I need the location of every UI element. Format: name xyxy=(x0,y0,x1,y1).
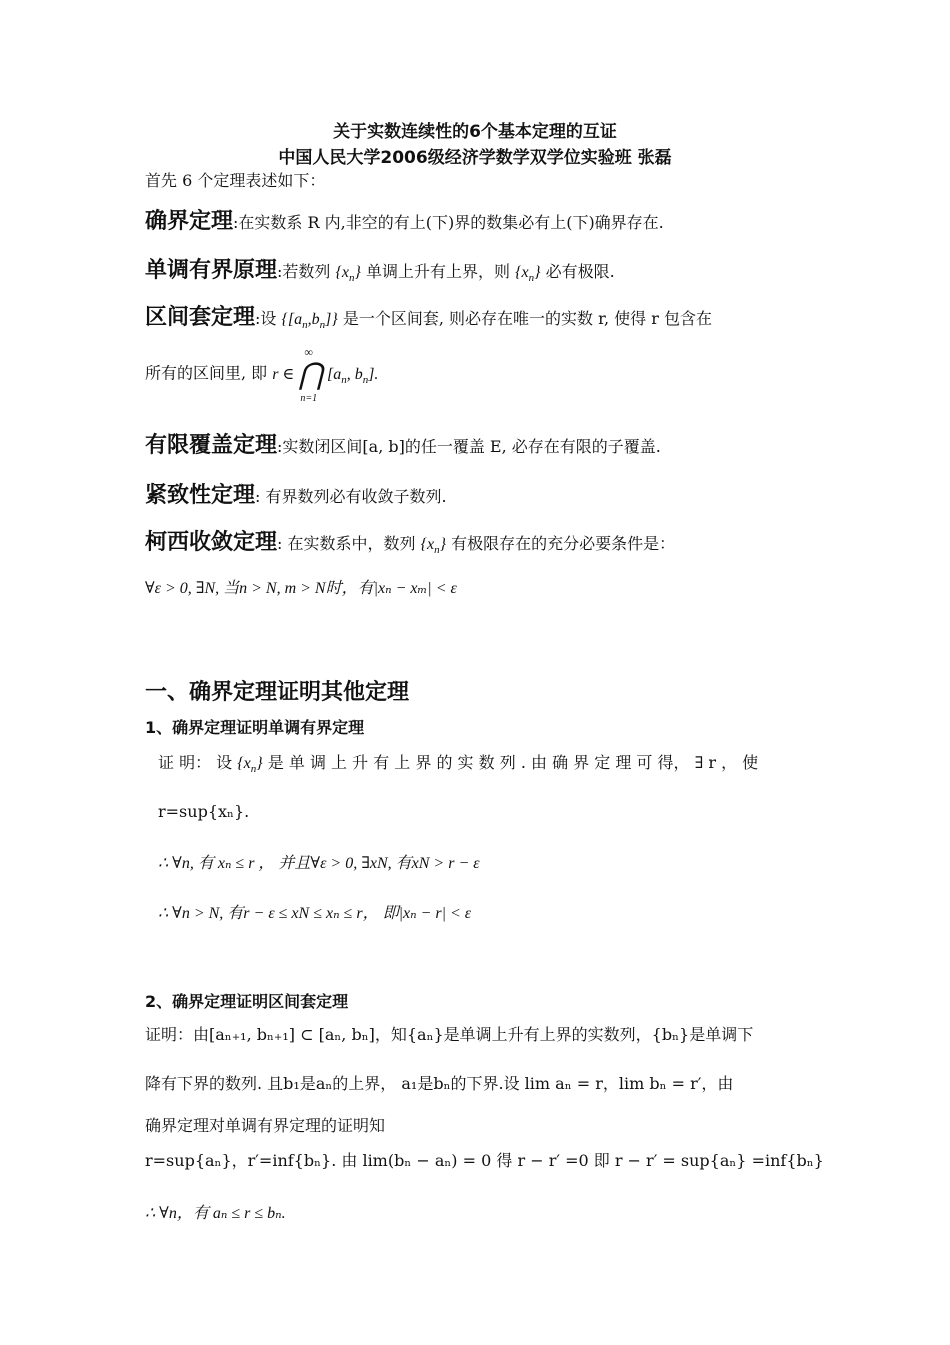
interval-formula: $\{[a_n,b_n]\}$ xyxy=(281,311,338,332)
proof-line: r=sup{aₙ}，r′=inf{bₙ}. 由 lim(bₙ − aₙ) = 0 得 r − r′ =0 即 r − r′ = sup{aₙ} =inf{bₙ} xyxy=(145,1151,824,1170)
theorem-text-a: :设 xyxy=(255,309,277,328)
proof-line: ∴ ∀n > N, 有r − ε ≤ xN ≤ xₙ ≤ r， 即|xₙ − r| < ε xyxy=(158,905,472,922)
sequence-formula: $\{x_n\}$ xyxy=(335,264,361,285)
theorem-text-b: 单调上升有上界，则 xyxy=(366,262,511,281)
theorem-nested-interval xyxy=(145,300,712,331)
theorem-supremum xyxy=(145,204,664,235)
intro-line: 首先 6 个定理表述如下： xyxy=(145,171,326,190)
theorem-cauchy xyxy=(145,525,675,556)
theorem-name: 紧致性定理 xyxy=(145,483,256,508)
sequence-formula: $\{x_n\}$ xyxy=(515,264,541,285)
theorem-name: 有限覆盖定理 xyxy=(145,433,278,458)
theorem-name: 确界定理 xyxy=(145,209,234,234)
section-title: 一、确界定理证明其他定理 xyxy=(145,680,410,705)
theorem-nested-interval-line2 xyxy=(145,345,379,404)
theorem-name: 区间套定理 xyxy=(145,305,256,330)
document-title: 关于实数连续性的6个基本定理的互证 xyxy=(333,122,617,142)
theorem-text: :在实数系 R 内,非空的有上(下)界的数集必有上(下)确界存在. xyxy=(233,213,664,232)
theorem-text: : 有界数列必有收敛子数列. xyxy=(255,487,447,506)
sequence-formula: $\{x_n\}$ xyxy=(420,536,446,557)
proof-line: 证明：由[aₙ₊₁, bₙ₊₁] ⊂ [aₙ, bₙ]，知{aₙ}是单调上升有上界的实数列，{bₙ}是单调下 xyxy=(145,1025,754,1044)
theorem-name: 柯西收敛定理 xyxy=(145,530,278,555)
subsection-title: 2、确界定理证明区间套定理 xyxy=(145,992,349,1011)
theorem-text-b: 有极限存在的充分必要条件是： xyxy=(451,534,676,553)
proof-line: ∴ ∀n, 有 xₙ ≤ r ， 并且∀ε > 0, ∃xN, 有xN > r − ε xyxy=(158,855,480,872)
proof-text-b: 是 单 调 上 升 有 上 界 的 实 数 列 . 由 确 界 定 理 可 得， ∃ r ， 使 xyxy=(267,753,759,772)
proof-text-a: 证 明： 设 xyxy=(158,753,233,772)
theorem-line2: 所有的区间里, 即 xyxy=(145,363,268,383)
theorem-name: 单调有界原理 xyxy=(145,258,278,283)
theorem-text-a: : 在实数系中，数列 xyxy=(277,534,416,553)
proof-line: 确界定理对单调有界定理的证明知 xyxy=(145,1116,386,1135)
proof-line: r=sup{xₙ}. xyxy=(158,802,250,821)
theorem-monotone xyxy=(145,253,615,284)
sequence-formula: $\{x_n\}$ xyxy=(237,755,263,776)
proof-line: 降有下界的数列. 且b₁是aₙ的上界， a₁是bₙ的下界.设 lim aₙ = r，lim bₙ = r′，由 xyxy=(145,1074,734,1093)
theorem-finite-cover xyxy=(145,428,661,459)
proof-line xyxy=(158,750,758,775)
theorem-text: :实数闭区间[a, b]的任一覆盖 E, 必存在有限的子覆盖. xyxy=(277,437,661,456)
theorem-text-c: 必有极限. xyxy=(545,262,615,281)
subsection-title: 1、确界定理证明单调有界定理 xyxy=(145,718,365,737)
proof-line: ∴ ∀n，有 aₙ ≤ r ≤ bₙ. xyxy=(145,1205,286,1222)
intersection-formula: r ∈ ⋂ ∞ n=1 [$a_n$, $b_n$]. xyxy=(272,345,379,404)
theorem-text-b: 是一个区间套, 则必存在唯一的实数 r, 使得 r 包含在 xyxy=(342,309,713,328)
theorem-text-a: :若数列 xyxy=(277,262,331,281)
cauchy-condition: ∀ε > 0, ∃N, 当n > N, m > N时，有|xₙ − xₘ| < ε xyxy=(145,580,457,597)
theorem-compactness xyxy=(145,478,447,509)
document-author-line: 中国人民大学2006级经济学数学双学位实验班 张磊 xyxy=(278,148,672,168)
